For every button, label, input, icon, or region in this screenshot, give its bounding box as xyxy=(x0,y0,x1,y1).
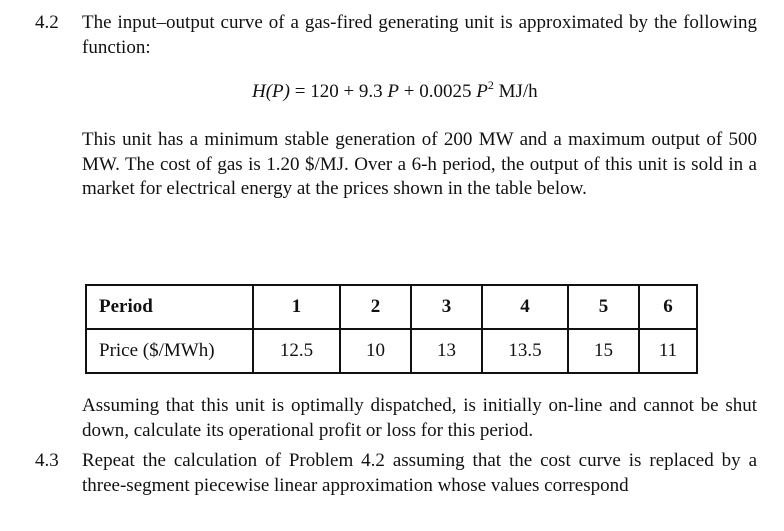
price-cell: 11 xyxy=(639,329,697,373)
problem-text: Repeat the calculation of Problem 4.2 assuming that the cost curve is replaced by a three-segment piecewise linear approximation whose values correspond xyxy=(82,450,757,496)
problem-intro: The input–output curve of a gas-fired generating unit is approximated by the following function: xyxy=(82,12,757,58)
price-cell: 10 xyxy=(340,329,411,373)
equation-lhs: H(P) xyxy=(252,81,290,102)
period-cell: 3 xyxy=(411,285,482,329)
equation-unit: MJ/h xyxy=(493,81,538,102)
problem-question: Assuming that this unit is optimally dispatched, is initially on-line and cannot be shut down, calculate its operational profit or loss for this period. xyxy=(82,395,757,441)
price-table-row xyxy=(86,329,697,373)
period-cell: 2 xyxy=(340,285,411,329)
problem-body: This unit has a minimum stable generation of 200 MW and a maximum output of 500 MW. The cost of gas is 1.20 $/MJ. Over a 6-h period, the output of this unit is sold in a market for electrical energy at the prices shown in the table below. xyxy=(82,129,757,199)
header-label-cell: Period xyxy=(86,285,253,329)
price-table xyxy=(85,284,698,374)
row-label-cell: Price ($/MWh) xyxy=(86,329,253,373)
price-table-header-row xyxy=(86,285,697,329)
period-cell: 5 xyxy=(568,285,639,329)
equation-var-p-squared: P xyxy=(476,81,488,102)
price-cell: 15 xyxy=(568,329,639,373)
period-cell: 6 xyxy=(639,285,697,329)
price-cell: 12.5 xyxy=(253,329,340,373)
problem-number: 4.3 xyxy=(35,450,59,471)
equation-rhs-const: = 120 + 9.3 xyxy=(294,81,388,102)
equation-var-p: P xyxy=(387,81,400,102)
equation xyxy=(252,80,538,104)
equation-exponent: 2 xyxy=(487,78,494,92)
problem-number: 4.2 xyxy=(35,12,59,33)
period-cell: 1 xyxy=(253,285,340,329)
price-cell: 13.5 xyxy=(482,329,568,373)
price-cell: 13 xyxy=(411,329,482,373)
equation-rhs-mid: + 0.0025 xyxy=(399,81,477,102)
period-cell: 4 xyxy=(482,285,568,329)
